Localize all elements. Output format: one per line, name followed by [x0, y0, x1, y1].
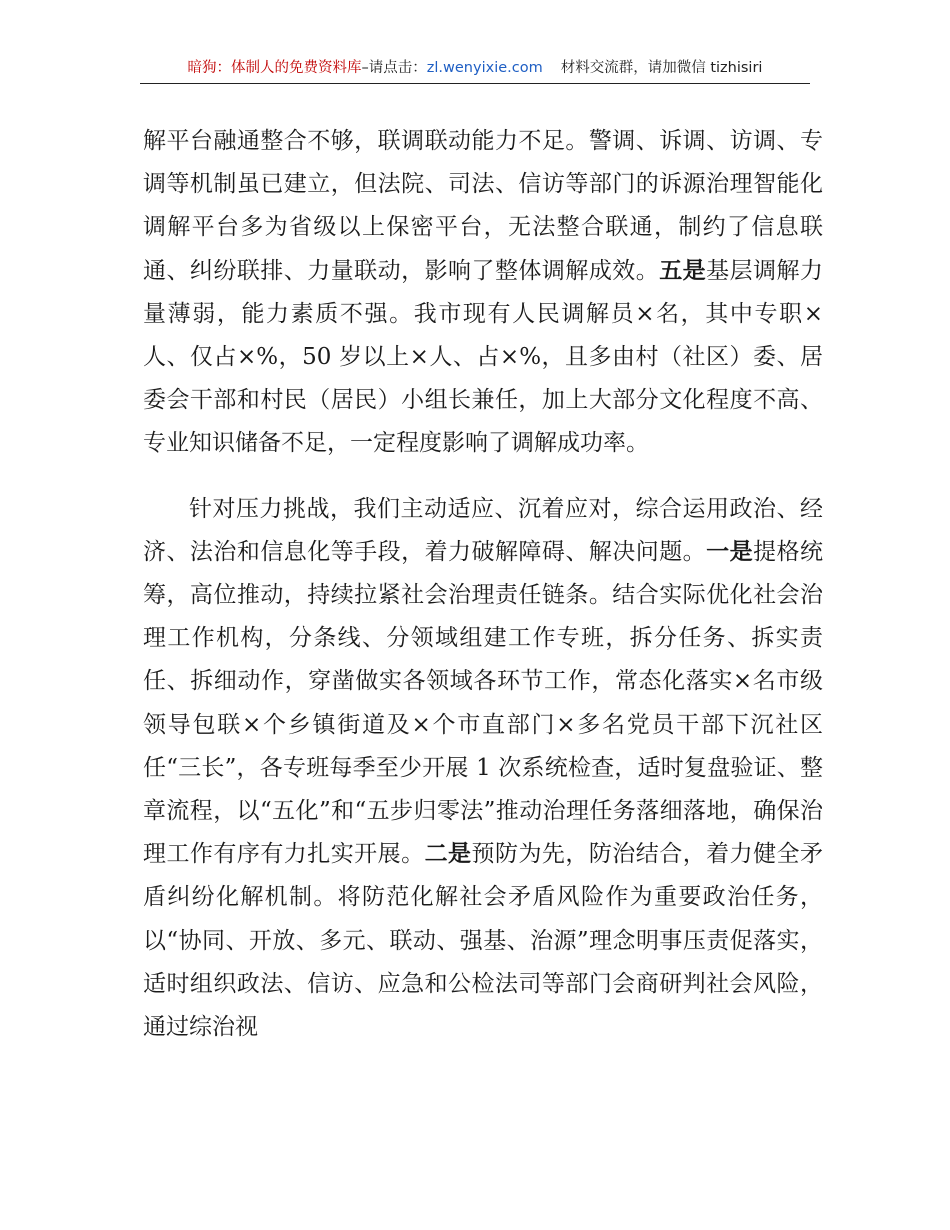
header-site-name: 暗狗：体制人的免费资料库	[187, 60, 362, 76]
document-body	[143, 120, 823, 1049]
paragraph-2-text-b: 预防为先，防治结合，着力健全矛盾纠纷化解机制。将防范化解社会矛盾风险作为重要政治任务，以“协同、开放、多元、联动、强基、治源”理念明事压责促落实，适时组织政法、信访、应急和公检法司等部门会商研判社会风险，通过综治视	[143, 841, 824, 1041]
paragraph-spacer	[143, 466, 823, 488]
lead-phrase-two: 二是	[424, 841, 472, 868]
header-group-text: 材料交流群，请加微信 tizhisiri	[560, 60, 763, 76]
header-url-link[interactable]: zl.wenyixie.com	[426, 60, 543, 76]
lead-phrase-one: 一是	[706, 538, 754, 565]
paragraph-1-text-a: 解平台融通整合不够，联调联动能力不足。警调、诉调、访调、专调等机制虽已建立，但法院、司法、信访等部门的诉源治理智能化调解平台多为省级以上保密平台，无法整合联通，制约了信息联通、纠纷联排、力量联动，影响了整体调解成效。	[143, 128, 823, 284]
lead-phrase-five: 五是	[659, 257, 707, 284]
paragraph-1	[143, 120, 823, 466]
paragraph-2	[143, 488, 823, 1050]
paragraph-1-text-b: 基层调解力量薄弱，能力素质不强。我市现有人民调解员×名，其中专职×人、仅占×%，50 岁以上×人、占×%，且多由村（社区）委、居委会干部和村民（居民）小组长兼任，加上大部分文化程度不高、专业知识储备不足，一定程度影响了调解成功率。	[143, 257, 824, 457]
page-header	[140, 57, 810, 84]
paragraph-2-text-a: 提格统筹，高位推动，持续拉紧社会治理责任链条。结合实际优化社会治理工作机构，分条线、分领域组建工作专班，拆分任务、拆实责任、拆细动作，穿凿做实各领域各环节工作，常态化落实×名市级领导包联×个乡镇街道及×个市直部门×多名党员干部下沉社区任“三长”，各专班每季至少开展 1 次系统检查，适时复盘验证、整章流程，以“五化”和“五步归零法”推动治理任务落细落地，确保治理工作有序有力扎实开展。	[143, 538, 824, 868]
paragraph-2-intro: 针对压力挑战，我们主动适应、沉着应对，综合运用政治、经济、法治和信息化等手段，着力破解障碍、解决问题。	[143, 495, 823, 565]
header-click-prompt: –请点击：	[361, 60, 427, 76]
